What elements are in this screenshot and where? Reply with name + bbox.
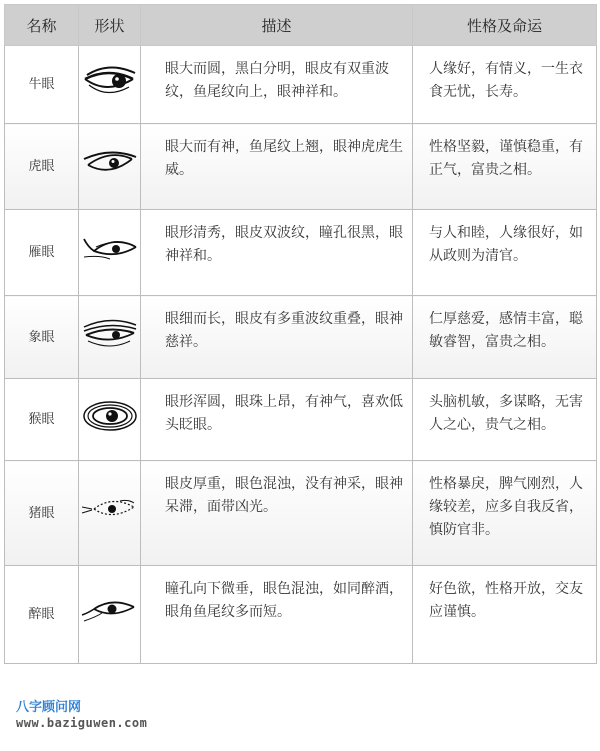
header-fate: 性格及命运 bbox=[413, 5, 597, 46]
eye-description: 眼形清秀，眼皮双波纹，瞳孔很黑，眼神祥和。 bbox=[141, 210, 413, 296]
table-header-row bbox=[5, 5, 597, 46]
eye-description: 眼细而长，眼皮有多重波纹重叠，眼神慈祥。 bbox=[141, 296, 413, 379]
header-shape: 形状 bbox=[79, 5, 141, 46]
eye-types-table-container bbox=[4, 4, 596, 664]
eye-shape-cell bbox=[79, 124, 141, 210]
goose-eye-icon bbox=[80, 229, 140, 269]
eye-name: 醉眼 bbox=[5, 566, 79, 664]
eye-description: 眼形浑圆，眼珠上昂，有神气，喜欢低头眨眼。 bbox=[141, 379, 413, 461]
eye-types-table bbox=[4, 4, 597, 664]
eye-shape-cell bbox=[79, 566, 141, 664]
table-row bbox=[5, 461, 597, 566]
eye-name: 猴眼 bbox=[5, 379, 79, 461]
monkey-eye-icon bbox=[80, 394, 140, 438]
header-desc: 描述 bbox=[141, 5, 413, 46]
eye-name: 虎眼 bbox=[5, 124, 79, 210]
elephant-eye-icon bbox=[80, 313, 140, 353]
eye-fate: 仁厚慈爱，感情丰富，聪敏睿智，富贵之相。 bbox=[413, 296, 597, 379]
eye-shape-cell bbox=[79, 461, 141, 566]
site-footer bbox=[16, 696, 147, 730]
eye-name: 象眼 bbox=[5, 296, 79, 379]
eye-fate: 性格坚毅，谨慎稳重，有正气，富贵之相。 bbox=[413, 124, 597, 210]
table-row bbox=[5, 296, 597, 379]
eye-description: 眼大而圆，黑白分明，眼皮有双重波纹，鱼尾纹向上，眼神祥和。 bbox=[141, 46, 413, 124]
eye-name: 雁眼 bbox=[5, 210, 79, 296]
eye-fate: 与人和睦，人缘很好，如从政则为清官。 bbox=[413, 210, 597, 296]
eye-fate: 好色欲，性格开放，交友应谨慎。 bbox=[413, 566, 597, 664]
site-url[interactable]: www.baziguwen.com bbox=[16, 716, 148, 730]
table-row bbox=[5, 566, 597, 664]
tiger-eye-icon bbox=[80, 143, 140, 183]
eye-name: 猪眼 bbox=[5, 461, 79, 566]
header-name: 名称 bbox=[5, 5, 79, 46]
eye-shape-cell bbox=[79, 210, 141, 296]
site-name: 八字顾问网 bbox=[16, 700, 82, 715]
ox-eye-icon bbox=[81, 61, 139, 101]
eye-fate: 人缘好，有情义，一生衣食无忧，长寿。 bbox=[413, 46, 597, 124]
eye-description: 眼大而有神，鱼尾纹上翘，眼神虎虎生威。 bbox=[141, 124, 413, 210]
table-row bbox=[5, 124, 597, 210]
drunk-eye-icon bbox=[80, 591, 140, 631]
eye-description: 瞳孔向下微垂，眼色混浊，如同醉酒，眼角鱼尾纹多而短。 bbox=[141, 566, 413, 664]
eye-shape-cell bbox=[79, 296, 141, 379]
table-row bbox=[5, 210, 597, 296]
eye-fate: 性格暴戾，脾气刚烈，人缘较差，应多自我反省，慎防官非。 bbox=[413, 461, 597, 566]
table-row bbox=[5, 379, 597, 461]
pig-eye-icon bbox=[80, 489, 140, 529]
table-row bbox=[5, 46, 597, 124]
eye-shape-cell bbox=[79, 46, 141, 124]
eye-fate: 头脑机敏，多谋略，无害人之心，贵气之相。 bbox=[413, 379, 597, 461]
eye-shape-cell bbox=[79, 379, 141, 461]
eye-description: 眼皮厚重，眼色混浊，没有神采，眼神呆滞，面带凶光。 bbox=[141, 461, 413, 566]
eye-name: 牛眼 bbox=[5, 46, 79, 124]
